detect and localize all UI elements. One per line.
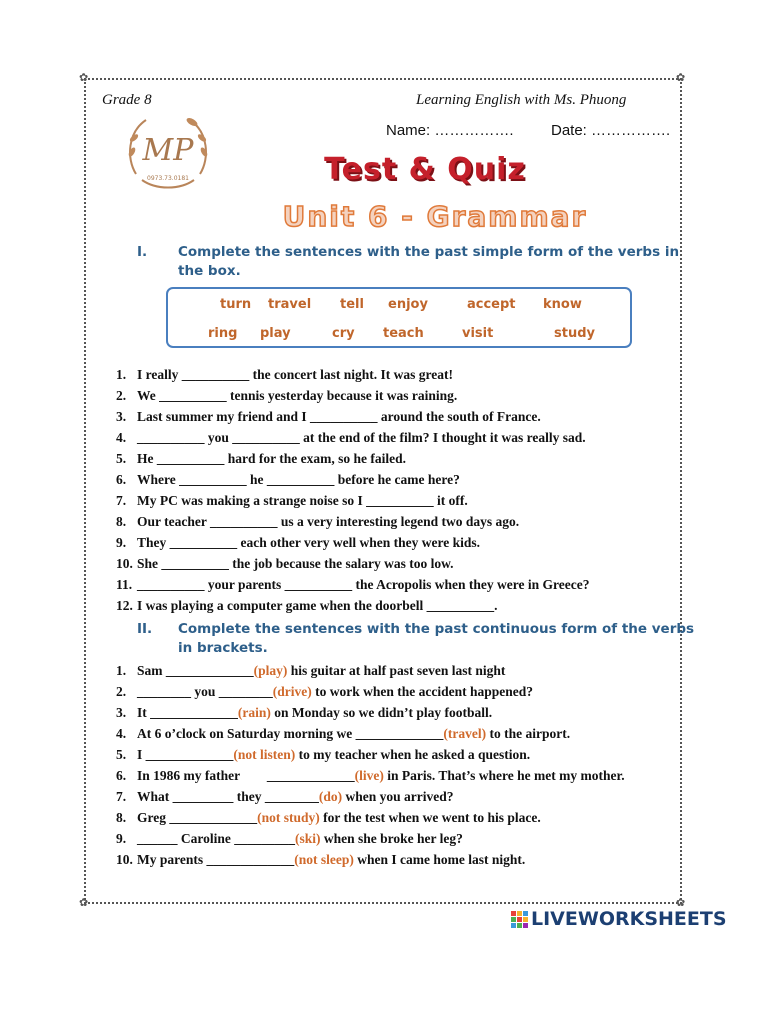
teacher-label: Learning English with Ms. Phuong [416,92,627,108]
name-field-label: Name: ……………. [386,122,514,139]
liveworksheets-logo-icon [511,911,528,928]
word-cry: cry [332,326,355,341]
exercise1-item: 3. Last summer my friend and I __________ around the south of France. [116,409,541,424]
page-subtitle: Unit 6 - Grammar [282,200,588,233]
exercise2-item: 3. It _____________(rain) on Monday so we didn’t play football. [116,705,493,720]
exercise2-item: 4. At 6 o’clock on Saturday morning we _____________(travel) to the airport. [116,726,571,741]
page-title: Test & Quiz [324,152,526,187]
exercise1-item: 5. He __________ hard for the exam, so he failed. [116,451,406,466]
exercise2-item: 7. What _________ they ________(do) when you arrived? [116,789,454,804]
exercise2-item: 1. Sam _____________(play) his guitar at half past seven last night [116,663,506,678]
section2-instruction-line2: in brackets. [178,640,268,656]
exercise2-item: 5. I _____________(not listen) to my teacher when he asked a question. [116,747,531,762]
exercise2-item: 8. Greg _____________(not study) for the test when we went to his place. [116,810,541,825]
exercise2-item: 6. In 1986 my father _____________(live) in Paris. That’s where he met my mother. [116,768,625,783]
word-ring: ring [208,326,238,341]
exercise1-item: 11. __________ your parents __________ the Acropolis when they were in Greece? [116,577,590,592]
exercise2-item: 10. My parents _____________(not sleep) when I came home last night. [116,852,526,867]
exercise1-item: 12. I was playing a computer game when the doorbell __________. [116,598,498,613]
word-travel: travel [268,297,312,312]
exercise1-item: 9. They __________ each other very well when they were kids. [116,535,480,550]
corner-ornament-icon: ✿ [676,896,686,909]
exercise1-item: 7. My PC was making a strange noise so I __________ it off. [116,493,468,508]
exercise1-item: 10. She __________ the job because the salary was too low. [116,556,454,571]
exercise1-item: 1. I really __________ the concert last night. It was great! [116,367,453,382]
exercise1-item: 4. __________ you __________ at the end of the film? I thought it was really sad. [116,430,586,445]
word-accept: accept [467,297,516,312]
exercise1-item: 2. We __________ tennis yesterday because it was raining. [116,388,458,403]
exercise1-item: 8. Our teacher __________ us a very interesting legend two days ago. [116,514,520,529]
section1-number: I. [137,244,148,260]
section2-number: II. [137,621,153,637]
corner-ornament-icon: ✿ [79,71,89,84]
word-visit: visit [462,326,494,341]
word-study: study [554,326,595,341]
word-play: play [260,326,291,341]
corner-ornament-icon: ✿ [676,71,686,84]
section1-instruction-line1: Complete the sentences with the past simple form of the verbs in [178,244,680,260]
section2-instruction-line1: Complete the sentences with the past continuous form of the verbs [178,621,695,637]
grade-label: Grade 8 [102,92,152,108]
exercise2-item: 9. ______ Caroline _________(ski) when she broke her leg? [116,831,463,846]
word-know: know [543,297,582,312]
exercise1-item: 6. Where __________ he __________ before he came here? [116,472,460,487]
word-tell: tell [340,297,364,312]
liveworksheets-name: LIVEWORKSHEETS [531,908,727,930]
corner-ornament-icon: ✿ [79,896,89,909]
word-turn: turn [220,297,252,312]
logo-phone: 0973.73.0181 [147,175,189,182]
word-teach: teach [383,326,424,341]
logo-initials: MP [142,133,194,168]
word-enjoy: enjoy [388,297,428,312]
date-field-label: Date: ……………. [551,122,671,139]
section1-instruction-line2: the box. [178,263,241,279]
word-box [166,287,632,348]
liveworksheets-brand [511,908,727,930]
exercise2-item: 2. ________ you ________(drive) to work when the accident happened? [116,684,534,699]
